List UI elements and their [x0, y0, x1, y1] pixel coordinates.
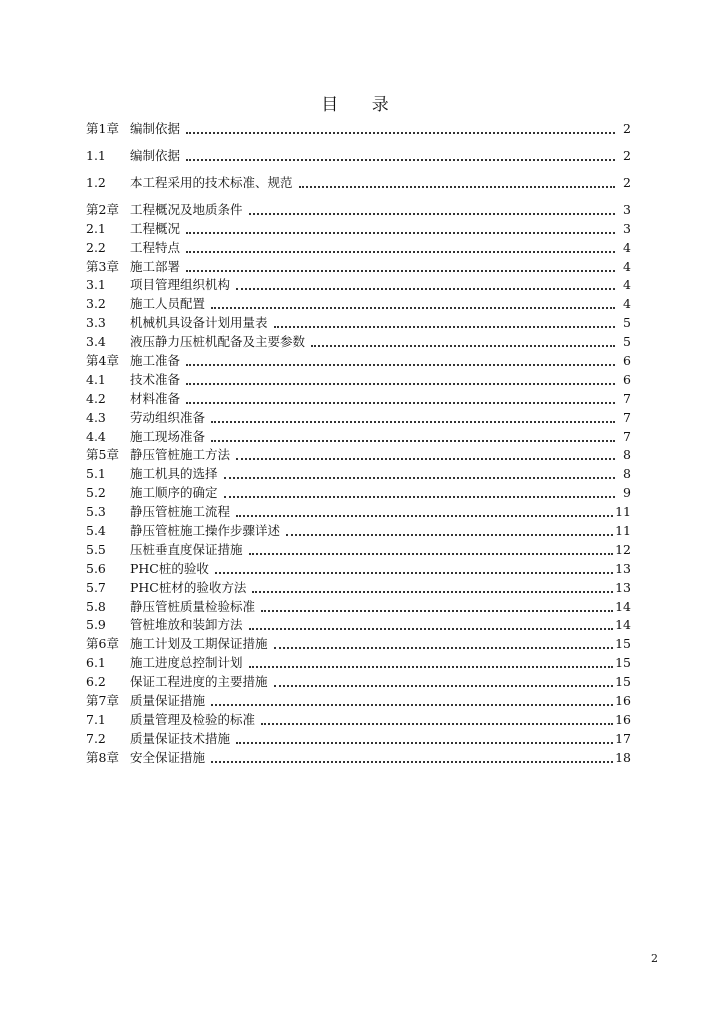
- toc-entry[interactable]: [86, 709, 631, 728]
- toc-entry-number: 7.1: [86, 711, 106, 727]
- toc-leader-dots: [211, 420, 615, 423]
- toc-entry-number: 第6章: [86, 636, 119, 652]
- toc-entry-title: 质量管理及检验的标准: [130, 711, 256, 727]
- toc-entry-page: 12: [615, 541, 631, 557]
- toc-entry-number: 5.2: [86, 485, 106, 501]
- toc-entry-title: 本工程采用的技术标准、规范: [130, 174, 293, 190]
- toc-entry-number: 第7章: [86, 693, 119, 709]
- toc-leader-dots: [236, 741, 613, 744]
- toc-entry-page: 5: [623, 315, 631, 331]
- toc-entry[interactable]: [86, 445, 631, 464]
- table-of-contents: [86, 118, 631, 766]
- toc-leader-dots: [249, 665, 614, 668]
- toc-entry-number: 5.3: [86, 504, 106, 520]
- toc-entry-title: 安全保证措施: [130, 749, 206, 765]
- toc-entry-title: 编制依据: [130, 120, 181, 136]
- toc-entry-page: 11: [615, 523, 631, 539]
- toc-entry-number: 3.2: [86, 296, 106, 312]
- toc-leader-dots: [211, 760, 613, 763]
- toc-entry-title: 施工部署: [130, 258, 181, 274]
- toc-leader-dots: [186, 250, 615, 253]
- toc-entry[interactable]: [86, 350, 631, 369]
- toc-entry[interactable]: [86, 426, 631, 445]
- toc-entry-title: 静压管桩施工流程: [130, 504, 231, 520]
- page-number: 2: [651, 952, 658, 965]
- toc-leader-dots: [224, 495, 615, 498]
- toc-leader-dots: [249, 627, 614, 630]
- toc-entry-number: 4.1: [86, 371, 106, 387]
- toc-entry[interactable]: [86, 164, 631, 191]
- toc-leader-dots: [186, 401, 615, 404]
- toc-entry-title: 工程特点: [130, 239, 181, 255]
- toc-entry-title: 项目管理组织机构: [130, 277, 231, 293]
- toc-entry-number: 第2章: [86, 201, 119, 217]
- toc-entry-number: 第5章: [86, 447, 119, 463]
- toc-entry-title: PHC桩的验收: [130, 560, 209, 576]
- toc-entry-page: 11: [615, 504, 631, 520]
- toc-entry-page: 7: [623, 428, 631, 444]
- toc-leader-dots: [186, 382, 615, 385]
- page-title: 目 录: [321, 95, 403, 115]
- toc-entry[interactable]: [86, 275, 631, 294]
- toc-entry[interactable]: [86, 690, 631, 709]
- toc-entry-number: 4.3: [86, 409, 106, 425]
- toc-entry[interactable]: [86, 293, 631, 312]
- toc-entry-number: 3.4: [86, 334, 106, 350]
- toc-leader-dots: [261, 722, 613, 725]
- toc-entry-title: 施工准备: [130, 353, 181, 369]
- toc-leader-dots: [274, 684, 614, 687]
- toc-entry[interactable]: [86, 137, 631, 164]
- toc-entry-page: 7: [623, 390, 631, 406]
- toc-entry-title: 劳动组织准备: [130, 409, 206, 425]
- toc-leader-dots: [215, 571, 613, 574]
- toc-entry-title: 施工计划及工期保证措施: [130, 636, 268, 652]
- toc-entry-page: 16: [615, 711, 631, 727]
- toc-entry-title: 施工机具的选择: [130, 466, 218, 482]
- toc-leader-dots: [286, 533, 613, 536]
- toc-entry-page: 5: [623, 334, 631, 350]
- toc-leader-dots: [211, 703, 613, 706]
- toc-entry[interactable]: [86, 652, 631, 671]
- toc-entry-number: 4.2: [86, 390, 106, 406]
- toc-entry-title: 编制依据: [130, 147, 181, 163]
- toc-leader-dots: [299, 185, 615, 188]
- toc-entry-page: 4: [623, 277, 631, 293]
- toc-entry-title: 压桩垂直度保证措施: [130, 541, 243, 557]
- toc-entry-number: 1.1: [86, 147, 106, 163]
- toc-entry-page: 14: [615, 598, 631, 614]
- toc-entry[interactable]: [86, 615, 631, 634]
- toc-entry-page: 15: [615, 674, 631, 690]
- toc-entry-page: 8: [623, 466, 631, 482]
- toc-leader-dots: [236, 287, 615, 290]
- toc-entry-page: 14: [615, 617, 631, 633]
- toc-entry-page: 9: [623, 485, 631, 501]
- toc-entry-page: 7: [623, 409, 631, 425]
- toc-entry-number: 5.6: [86, 560, 106, 576]
- toc-leader-dots: [311, 344, 615, 347]
- toc-entry-title: 施工人员配置: [130, 296, 206, 312]
- toc-entry-title: 机械机具设备计划用量表: [130, 315, 268, 331]
- toc-entry-page: 8: [623, 447, 631, 463]
- toc-entry-number: 5.7: [86, 579, 106, 595]
- toc-entry-page: 13: [615, 560, 631, 576]
- toc-entry-number: 第8章: [86, 749, 119, 765]
- toc-entry-page: 17: [615, 730, 631, 746]
- toc-entry[interactable]: [86, 237, 631, 256]
- toc-entry-title: 静压管桩质量检验标准: [130, 598, 256, 614]
- toc-leader-dots: [186, 131, 615, 134]
- toc-entry-number: 2.2: [86, 239, 106, 255]
- toc-leader-dots: [186, 158, 615, 161]
- toc-entry-page: 6: [623, 371, 631, 387]
- toc-entry-page: 6: [623, 353, 631, 369]
- toc-leader-dots: [274, 646, 614, 649]
- toc-leader-dots: [186, 231, 615, 234]
- toc-entry-title: 质量保证技术措施: [130, 730, 231, 746]
- toc-entry-number: 3.1: [86, 277, 106, 293]
- toc-entry-title: 技术准备: [130, 371, 181, 387]
- toc-leader-dots: [211, 439, 615, 442]
- toc-entry-title: 工程概况及地质条件: [130, 201, 243, 217]
- toc-entry-number: 5.4: [86, 523, 106, 539]
- toc-entry-page: 4: [623, 239, 631, 255]
- toc-entry-title: 静压管桩施工操作步骤详述: [130, 523, 281, 539]
- toc-entry[interactable]: [86, 369, 631, 388]
- toc-entry-page: 15: [615, 655, 631, 671]
- toc-leader-dots: [186, 269, 615, 272]
- toc-entry-number: 第1章: [86, 120, 119, 136]
- toc-entry[interactable]: [86, 633, 631, 652]
- toc-entry-page: 3: [623, 220, 631, 236]
- toc-entry[interactable]: [86, 747, 631, 766]
- toc-entry-number: 6.1: [86, 655, 106, 671]
- toc-entry[interactable]: [86, 671, 631, 690]
- toc-leader-dots: [261, 609, 613, 612]
- toc-leader-dots: [186, 363, 615, 366]
- toc-entry-title: PHC桩材的验收方法: [130, 579, 247, 595]
- toc-entry-number: 2.1: [86, 220, 106, 236]
- toc-entry-page: 15: [615, 636, 631, 652]
- toc-entry-page: 3: [623, 201, 631, 217]
- toc-leader-dots: [252, 590, 613, 593]
- toc-entry[interactable]: [86, 558, 631, 577]
- toc-entry-number: 7.2: [86, 730, 106, 746]
- toc-entry[interactable]: [86, 577, 631, 596]
- toc-entry[interactable]: [86, 191, 631, 218]
- toc-entry-title: 保证工程进度的主要措施: [130, 674, 268, 690]
- toc-entry-title: 施工进度总控制计划: [130, 655, 243, 671]
- toc-leader-dots: [211, 306, 615, 309]
- toc-entry-number: 第4章: [86, 353, 119, 369]
- toc-entry[interactable]: [86, 501, 631, 520]
- toc-entry[interactable]: [86, 118, 631, 137]
- toc-entry-title: 质量保证措施: [130, 693, 206, 709]
- toc-entry-page: 16: [615, 693, 631, 709]
- toc-entry-number: 6.2: [86, 674, 106, 690]
- toc-entry-title: 管桩堆放和装卸方法: [130, 617, 243, 633]
- toc-entry-page: 13: [615, 579, 631, 595]
- toc-entry-title: 施工现场准备: [130, 428, 206, 444]
- toc-entry-title: 静压管桩施工方法: [130, 447, 231, 463]
- toc-entry-number: 4.4: [86, 428, 106, 444]
- toc-entry[interactable]: [86, 256, 631, 275]
- toc-entry-number: 5.8: [86, 598, 106, 614]
- toc-entry[interactable]: [86, 520, 631, 539]
- toc-entry-page: 2: [623, 147, 631, 163]
- toc-leader-dots: [224, 476, 615, 479]
- toc-entry[interactable]: [86, 331, 631, 350]
- toc-entry-number: 5.5: [86, 541, 106, 557]
- toc-entry[interactable]: [86, 539, 631, 558]
- toc-entry-number: 3.3: [86, 315, 106, 331]
- toc-entry-page: 2: [623, 174, 631, 190]
- toc-entry[interactable]: [86, 407, 631, 426]
- toc-leader-dots: [274, 325, 615, 328]
- toc-entry-title: 材料准备: [130, 390, 181, 406]
- toc-entry-page: 18: [615, 749, 631, 765]
- toc-entry-page: 4: [623, 296, 631, 312]
- toc-entry[interactable]: [86, 728, 631, 747]
- toc-leader-dots: [236, 457, 615, 460]
- toc-entry[interactable]: [86, 388, 631, 407]
- toc-entry-number: 1.2: [86, 174, 106, 190]
- toc-entry[interactable]: [86, 312, 631, 331]
- toc-leader-dots: [249, 212, 615, 215]
- toc-leader-dots: [236, 514, 613, 517]
- toc-entry-title: 液压静力压桩机配备及主要参数: [130, 334, 306, 350]
- toc-entry-number: 第3章: [86, 258, 119, 274]
- toc-entry-number: 5.1: [86, 466, 106, 482]
- toc-entry-title: 工程概况: [130, 220, 181, 236]
- toc-entry-title: 施工顺序的确定: [130, 485, 218, 501]
- toc-entry-page: 4: [623, 258, 631, 274]
- toc-entry[interactable]: [86, 218, 631, 237]
- toc-entry[interactable]: [86, 463, 631, 482]
- toc-entry[interactable]: [86, 482, 631, 501]
- toc-leader-dots: [249, 552, 614, 555]
- toc-entry-page: 2: [623, 120, 631, 136]
- toc-entry-number: 5.9: [86, 617, 106, 633]
- toc-entry[interactable]: [86, 596, 631, 615]
